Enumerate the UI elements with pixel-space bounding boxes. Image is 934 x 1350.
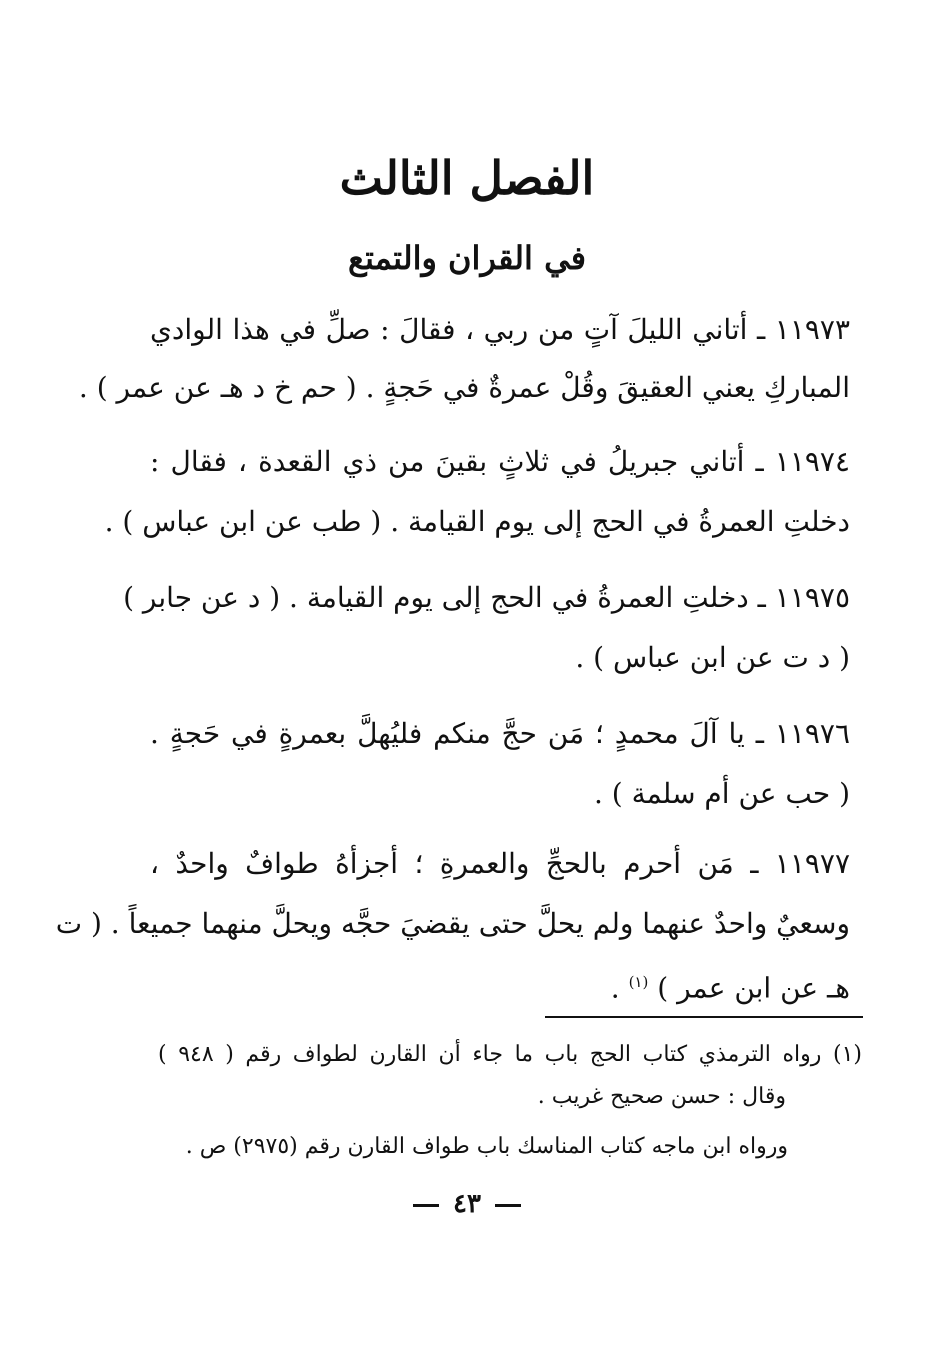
hadith-text: أتاني جبريلُ في ثلاثٍ بقينَ من ذي القعدة ، فقال :: [150, 445, 745, 478]
footnote-separator: [545, 1016, 863, 1018]
footnote-line-1: (١) رواه الترمذي كتاب الحج باب ما جاء أن القارن لطواف رقم ( ٩٤٨ ): [158, 1042, 862, 1067]
hadith-number: ١١٩٧٧: [774, 847, 850, 880]
hadith-11974-line-1: ١١٩٧٤ ـ أتاني جبريلُ في ثلاثٍ بقينَ من ذي القعدة ، فقال :: [150, 445, 850, 478]
hadith-11973-line-1: ١١٩٧٣ ـ أتاني الليلَ آتٍ من ربي ، فقالَ : صلِّ في هذا الوادي: [150, 313, 850, 346]
hadith-11976-line-2: ( حب عن أم سلمة ) .: [593, 777, 850, 810]
hadith-number: ١١٩٧٦: [774, 717, 850, 750]
hadith-11977-line-3: [611, 960, 850, 1010]
hadith-11975-line-2: ( د ت عن ابن عباس ) .: [575, 641, 850, 674]
hadith-text: أتاني الليلَ آتٍ من ربي ، فقالَ : صلِّ في هذا الوادي: [150, 313, 748, 346]
hadith-number: ١١٩٧٤: [774, 445, 850, 478]
page-number: ٤٣: [453, 1189, 481, 1219]
hadith-11973-line-2: المباركِ يعني العقيقَ وقُلْ عمرةٌ في حَجةٍ . ( حم خ د هـ عن عمر ) .: [78, 371, 850, 404]
hadith-number: ١١٩٧٥: [774, 581, 850, 614]
page-number-block: [0, 1186, 934, 1222]
hadith-11974-line-2: دخلتِ العمرةُ في الحج إلى يوم القيامة . ( طب عن ابن عباس ) .: [104, 505, 850, 538]
chapter-title: الفصل الثالث: [339, 151, 595, 205]
footnote-marker: (١): [628, 973, 649, 991]
hadith-text: مَن أحرم بالحجِّ والعمرةِ ؛ أجزأهُ طوافٌ واحدٌ ،: [150, 847, 734, 880]
hadith-11977-line-2: وسعيٌ واحدٌ عنهما ولم يحلَّ حتى يقضيَ حجَّه ويحلَّ منهما جميعاً . ( ت: [55, 907, 850, 940]
dash-left: [413, 1204, 439, 1207]
chapter-subtitle: في القران والتمتع: [347, 239, 587, 277]
hadith-11975-line-1: ١١٩٧٥ ـ دخلتِ العمرةُ في الحج إلى يوم القيامة . ( د عن جابر ): [123, 581, 850, 614]
sentence-end: .: [610, 971, 620, 1005]
hadith-text: هـ عن ابن عمر ): [657, 971, 850, 1005]
hadith-text: يا آلَ محمدٍ ؛ مَن حجَّ منكم فليُهلَّ بعمرةٍ في حَجةٍ .: [150, 717, 745, 750]
footnote-line-3: ورواه ابن ماجه كتاب المناسك باب طواف القارن رقم (٢٩٧٥) ص .: [185, 1134, 788, 1159]
hadith-text: دخلتِ العمرةُ في الحج إلى يوم القيامة . ( د عن جابر ): [123, 581, 749, 614]
footnote-line-2: وقال : حسن صحيح غريب .: [537, 1084, 786, 1109]
hadith-number: ١١٩٧٣: [774, 313, 850, 346]
hadith-11976-line-1: ١١٩٧٦ ـ يا آلَ محمدٍ ؛ مَن حجَّ منكم فليُهلَّ بعمرةٍ في حَجةٍ .: [150, 717, 850, 750]
dash-right: [495, 1204, 521, 1207]
hadith-11977-line-1: ١١٩٧٧ ـ مَن أحرم بالحجِّ والعمرةِ ؛ أجزأهُ طوافٌ واحدٌ ،: [150, 847, 850, 880]
